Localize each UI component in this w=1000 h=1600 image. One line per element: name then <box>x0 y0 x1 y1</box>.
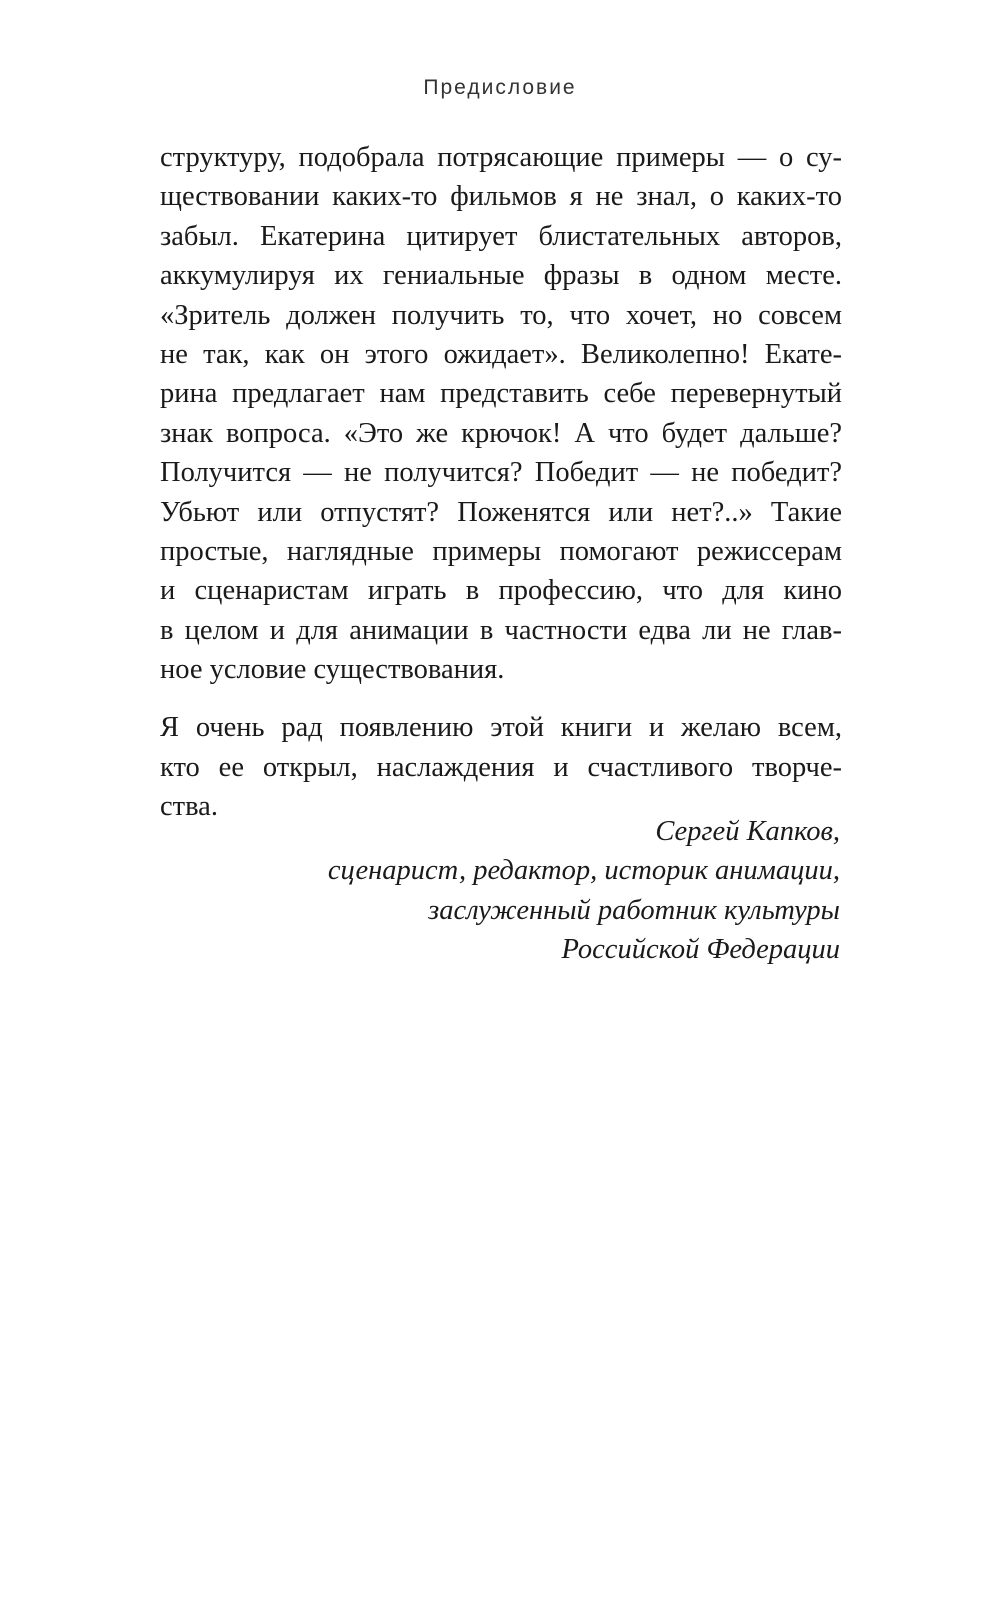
text-line: забыл. Екатерина цитирует блистательных авторов, <box>160 220 842 252</box>
text-line: Убьют или отпустят? Поженятся или нет?..» Такие <box>160 496 842 528</box>
author-name: Сергей Капков, <box>655 816 840 847</box>
text-line: «Зритель должен получить то, что хочет, но совсем <box>160 299 842 331</box>
author-title: заслуженный работник культуры <box>428 894 840 926</box>
text-line: аккумулируя их гениальные фразы в одном месте. <box>160 260 842 292</box>
text-line: не так, как он этого ожидает». Великолепно! Екате- <box>160 338 842 370</box>
text-line: знак вопроса. «Это же крючок! А что будет дальше? <box>160 417 842 449</box>
text-line: простые, наглядные примеры помогают режиссерам <box>160 535 842 567</box>
text-line: рина предлагает нам представить себе перевернутый <box>160 378 842 410</box>
text-line: Получится — не получится? Победит — не победит? <box>160 457 842 489</box>
text-line: ществовании каких-то фильмов я не знал, о каких-то <box>160 181 842 213</box>
paragraph-2 <box>160 708 842 826</box>
text-line: кто ее открыл, наслаждения и счастливого творче- <box>160 751 842 783</box>
text-line: структуру, подобрала потрясающие примеры — о су- <box>160 142 842 173</box>
signature-block <box>158 812 840 970</box>
text-line: и сценаристам играть в профессию, что для кино <box>160 575 842 607</box>
author-title-country: Российской Федерации <box>561 934 840 966</box>
text-line: Я очень рад появлению этой книги и желаю всем, <box>160 712 842 744</box>
text-line: ства. <box>160 791 218 823</box>
text-line: в целом и для анимации в частности едва ли не глав- <box>160 614 842 646</box>
text-line: ное условие существования. <box>160 654 505 686</box>
paragraph-1 <box>160 138 842 689</box>
body-text <box>160 138 842 827</box>
running-head: Предисловие <box>423 76 577 99</box>
author-role: сценарист, редактор, историк анимации, <box>327 855 840 887</box>
